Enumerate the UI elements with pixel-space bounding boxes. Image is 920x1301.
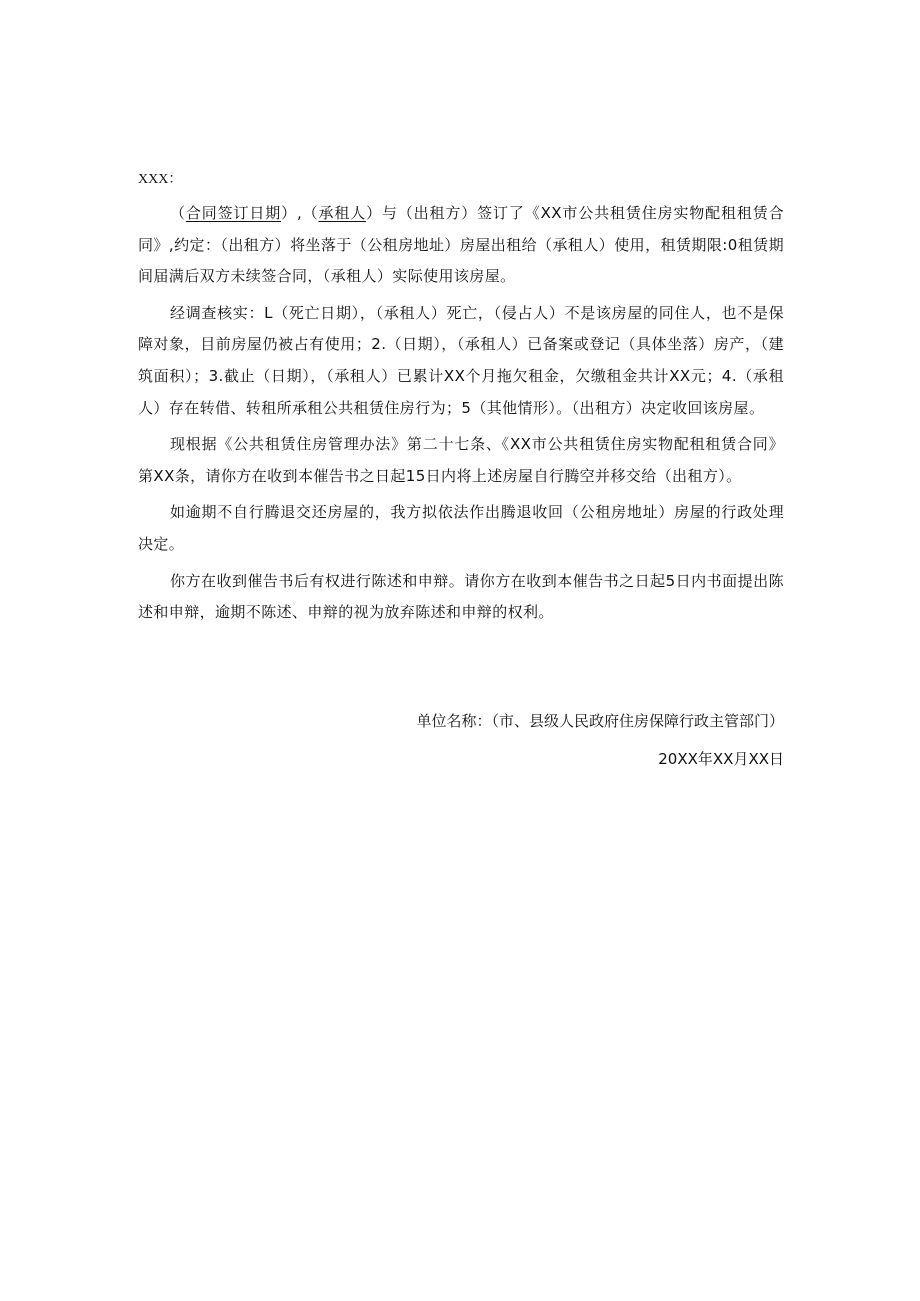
tenant-label: 承租人: [318, 204, 367, 222]
paragraph-contract: [138, 198, 784, 293]
paragraph-legal-basis: 现根据《公共租赁住房管理办法》第二十七条、《XX市公共租赁住房实物配租租赁合同》第XX条，请你方在收到本催告书之日起15日内将上述房屋自行腾空并移交给（出租方）。: [138, 435, 784, 485]
contract-rest: ）与（出租方）签订了《XX市公共租赁住房实物配租租赁合同》,约定：（出租方）将坐落于（公租房地址）房屋出租给（承租人）使用，租赁期限:0租赁期间届满后双方未续签合同，（承租人）实际使用该房屋。: [138, 204, 785, 286]
paragraph-rights: 你方在收到催告书后有权进行陈述和申辩。请你方在收到本催告书之日起5日内书面提出陈述和申辩，逾期不陈述、申辩的视为放弃陈述和申辩的权利。: [138, 571, 784, 622]
contract-date-close: ）,（: [281, 204, 319, 222]
salutation: XXX：: [138, 172, 183, 187]
paragraph-overdue: 如逾期不自行腾退交还房屋的，我方拟依法作出腾退收回（公租房地址）房屋的行政处理决定。: [138, 503, 784, 553]
document-body: [138, 198, 784, 634]
signature-organization: 单位名称：（市、县级人民政府住房保障行政主管部门）: [416, 712, 784, 730]
signature-date: 20XX年XX月XX日: [658, 750, 784, 768]
contract-date-open: （: [170, 204, 186, 222]
contract-date-label: 合同签订日期: [185, 204, 282, 222]
paragraph-investigation: 经调查核实：L（死亡日期），（承租人）死亡，（侵占人）不是该房屋的同住人，也不是保障对象，目前房屋仍被占有使用；2.（日期），（承租人）已备案或登记（具体坐落）房产，（建筑面积）；3.截止（日期），（承租人）已累计XX个月拖欠租金，欠缴租金共计XX元；4.（承租人）存在转借、转租所承租公共租赁住房行为；5（其他情形）。（出租方）决定收回该房屋。: [138, 303, 784, 417]
